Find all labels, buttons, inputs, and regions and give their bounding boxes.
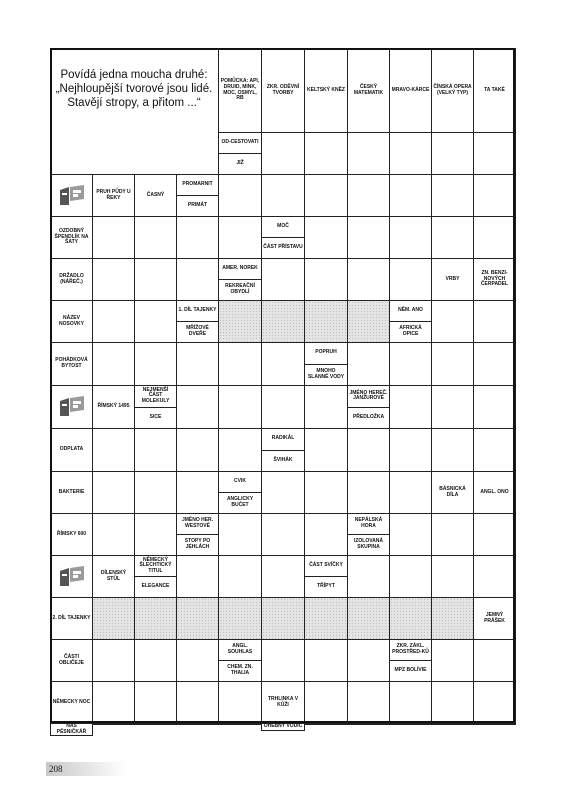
secret-cell[interactable] <box>389 597 432 640</box>
clue-text: NĚM. ANO <box>398 307 423 314</box>
answer-cell[interactable] <box>261 174 305 217</box>
answer-cell[interactable] <box>389 385 432 429</box>
clue-text: NEPÁLSKÁ HORA <box>354 517 383 529</box>
clue-text: OHEBNÝ VODIČ <box>263 724 303 729</box>
answer-cell[interactable] <box>92 216 135 259</box>
answer-cell[interactable] <box>347 174 390 217</box>
clue-text: ANGLICKY BUČET <box>219 492 261 513</box>
answer-cell[interactable] <box>261 471 305 514</box>
answer-cell[interactable] <box>176 555 219 598</box>
secret-cell[interactable] <box>92 597 135 640</box>
answer-cell[interactable] <box>261 513 305 556</box>
clue-text: RADIKÁL <box>271 435 295 442</box>
clue-text: ČÍNSKÁ OPERA (VELKÝ TYP) <box>433 83 472 96</box>
answer-cell[interactable] <box>218 555 262 598</box>
answer-cell[interactable] <box>218 385 262 429</box>
answer-cell[interactable] <box>347 555 390 598</box>
answer-cell[interactable] <box>389 471 432 514</box>
answer-cell[interactable] <box>473 555 516 598</box>
answer-cell[interactable] <box>347 428 390 472</box>
clue-cell <box>50 639 93 682</box>
answer-cell[interactable] <box>431 174 474 217</box>
clue-text: 2. DÍL TAJENKY <box>52 614 91 621</box>
clue-cell <box>50 681 93 724</box>
answer-cell[interactable] <box>304 385 348 429</box>
clue-cell <box>92 385 135 429</box>
clue-text: REKREAČNÍ OBYDLÍ <box>219 279 261 300</box>
answer-cell[interactable] <box>473 513 516 556</box>
clue-cell <box>50 216 93 259</box>
answer-cell[interactable] <box>176 723 219 725</box>
secret-cell[interactable] <box>261 300 305 343</box>
answer-cell[interactable] <box>304 471 348 514</box>
clue-text: BAKTERIE <box>58 488 85 495</box>
clue-cell <box>92 555 135 598</box>
answer-cell[interactable] <box>92 513 135 556</box>
clue-text: MRAVO-KÁRCE <box>391 86 430 93</box>
answer-cell[interactable] <box>176 471 219 514</box>
answer-cell[interactable] <box>134 471 177 514</box>
answer-cell[interactable] <box>92 681 135 724</box>
clue-cell <box>176 513 219 556</box>
answer-cell[interactable] <box>134 723 177 725</box>
clue-cell <box>473 471 516 514</box>
answer-cell[interactable] <box>304 723 348 725</box>
answer-cell[interactable] <box>134 428 177 472</box>
clue-text: JMÉNO HER. WESTOVÉ <box>181 517 214 529</box>
answer-cell[interactable] <box>134 513 177 556</box>
clue-text: CHEM. ZN. THALIA <box>219 660 261 681</box>
clue-text: ČASNÝ <box>146 191 165 198</box>
answer-cell[interactable] <box>431 513 474 556</box>
clue-text: BÁSNICKÁ DÍLA <box>439 485 466 498</box>
clue-text: TA TAKÉ <box>484 86 505 93</box>
clue-text: ELEGANCE <box>135 576 176 597</box>
answer-cell[interactable] <box>92 258 135 301</box>
answer-cell[interactable] <box>134 300 177 343</box>
answer-cell[interactable] <box>347 132 390 175</box>
clue-text: DÍLENSKÝ STŮL <box>100 569 127 582</box>
clue-text: AFRICKÁ OPICE <box>390 321 431 342</box>
puzzle-logo-icon <box>50 555 93 598</box>
secret-cell[interactable] <box>176 597 219 640</box>
clue-text: DRŽADLO (NÁŘEČ.) <box>59 272 84 285</box>
clue-text: MŘÍŽOVÉ DVEŘE <box>177 321 218 342</box>
answer-cell[interactable] <box>176 385 219 429</box>
answer-cell[interactable] <box>261 342 305 386</box>
clue-text: POHÁDKOVÁ BYTOST <box>55 357 88 369</box>
answer-cell[interactable] <box>134 342 177 386</box>
clue-text: MOČ <box>277 223 289 230</box>
answer-cell[interactable] <box>431 723 474 725</box>
answer-cell[interactable] <box>304 174 348 217</box>
clue-cell <box>304 48 348 133</box>
answer-cell[interactable] <box>347 216 390 259</box>
answer-cell[interactable] <box>134 216 177 259</box>
clue-cell <box>50 597 93 640</box>
clue-text: POPRUH <box>315 349 337 356</box>
clue-cell <box>176 300 219 343</box>
clue-cell <box>50 471 93 514</box>
answer-cell[interactable] <box>431 342 474 386</box>
clue-cell <box>261 428 305 472</box>
clue-text: STOPY PO JEHLÁCH <box>177 534 218 555</box>
answer-cell[interactable] <box>92 471 135 514</box>
clue-text: NÁŠ PĚSNIČKÁŘ <box>56 724 87 735</box>
clue-text: ODPLATA <box>59 446 84 453</box>
clue-cell <box>347 48 390 133</box>
clue-text: ZKR. ODĚVNÍ TVORBY <box>266 83 300 96</box>
secret-cell[interactable] <box>431 597 474 640</box>
answer-cell[interactable] <box>92 428 135 472</box>
puzzle-logo-icon <box>50 174 93 217</box>
clue-text: KELTSKÝ KNĚZ <box>307 86 345 93</box>
answer-cell[interactable] <box>261 385 305 429</box>
answer-cell[interactable] <box>218 428 262 472</box>
secret-cell[interactable] <box>347 597 390 640</box>
clue-text: VRBY <box>445 275 460 282</box>
answer-cell[interactable] <box>473 639 516 682</box>
clue-text: ČÁST PŘÍSTAVU <box>262 237 304 258</box>
clue-text: 1. DÍL TAJENKY <box>178 307 217 314</box>
clue-text: ŘÍMSKY 600 <box>56 530 87 537</box>
answer-cell[interactable] <box>473 132 516 175</box>
clue-cell <box>176 174 219 217</box>
clue-text: PRIMÁT <box>177 195 218 216</box>
answer-cell[interactable] <box>347 471 390 514</box>
clue-text: SICE <box>135 407 176 429</box>
secret-cell[interactable] <box>304 300 348 343</box>
clue-text: NĚMECKÝ ŠLECHTICKÝ TITUL <box>139 556 172 574</box>
answer-cell[interactable] <box>304 639 348 682</box>
clue-cell <box>389 639 432 682</box>
answer-cell[interactable] <box>431 428 474 472</box>
clue-cell <box>50 300 93 343</box>
answer-cell[interactable] <box>218 513 262 556</box>
clue-text: ČESKÝ MATEMATIK <box>353 83 384 96</box>
clue-cell <box>92 174 135 217</box>
answer-cell[interactable] <box>389 132 432 175</box>
answer-cell[interactable] <box>431 132 474 175</box>
answer-cell[interactable] <box>389 513 432 556</box>
answer-cell[interactable] <box>389 216 432 259</box>
clue-cell <box>134 385 177 429</box>
secret-cell[interactable] <box>134 597 177 640</box>
answer-cell[interactable] <box>347 342 390 386</box>
clue-cell <box>50 342 93 386</box>
clue-cell <box>431 471 474 514</box>
clue-cell <box>261 723 305 731</box>
page-number: 208 <box>46 762 126 776</box>
clue-cell <box>304 342 348 386</box>
clue-text: ANGL. ONO <box>480 488 509 495</box>
answer-cell[interactable] <box>473 342 516 386</box>
clue-cell <box>218 258 262 301</box>
clue-cell <box>134 555 177 598</box>
clue-text: PŘEDLOŽKA <box>348 407 389 429</box>
clue-text: PRUH PŮDY U ŘEKY <box>96 188 131 201</box>
clue-cell <box>218 639 262 682</box>
clue-text: JEMNÝ PRÁŠEK <box>484 611 505 624</box>
clue-cell <box>134 174 177 217</box>
clue-text: OZDOBNÝ ŠPENDLÍK NA ŠATY <box>54 228 89 246</box>
answer-cell[interactable] <box>347 681 390 724</box>
clue-text: AMER. NOREK <box>222 265 258 272</box>
clue-cell <box>389 300 432 343</box>
clue-cell <box>50 428 93 472</box>
clue-text: POMŮCKA: API, DRUID, MINK, MOC, OSMYL, RB <box>220 78 260 102</box>
clue-text: IZOLOVANÁ SKUPINA <box>348 534 389 555</box>
secret-cell[interactable] <box>304 597 348 640</box>
answer-cell[interactable] <box>261 132 305 175</box>
clue-text: NÁZEV NOSOVKY <box>58 314 84 327</box>
answer-cell[interactable] <box>473 385 516 429</box>
clue-text: MNOHO SLANNÉ VODY <box>305 364 347 386</box>
answer-cell[interactable] <box>304 216 348 259</box>
answer-cell[interactable] <box>134 639 177 682</box>
crossword-grid <box>50 48 515 735</box>
clue-cell <box>473 48 516 133</box>
answer-cell[interactable] <box>304 513 348 556</box>
answer-cell[interactable] <box>304 258 348 301</box>
answer-cell[interactable] <box>347 258 390 301</box>
clue-text: ČÁST SVÍČKY <box>309 562 343 569</box>
answer-cell[interactable] <box>389 258 432 301</box>
clue-text: ČÁSTI OBLIČEJE <box>58 653 84 666</box>
answer-cell[interactable] <box>261 258 305 301</box>
answer-cell[interactable] <box>304 132 348 175</box>
clue-text: OD-CESTOVATI <box>221 139 259 146</box>
secret-cell[interactable] <box>261 597 305 640</box>
clue-cell <box>218 132 262 175</box>
answer-cell[interactable] <box>134 258 177 301</box>
clue-cell <box>261 681 305 724</box>
clue-text: NEJMENŠÍ ČÁST MOLEKULY <box>141 386 170 405</box>
clue-cell <box>304 555 348 598</box>
answer-cell[interactable] <box>389 342 432 386</box>
clue-cell <box>473 597 516 640</box>
clue-cell <box>431 48 474 133</box>
answer-cell[interactable] <box>431 216 474 259</box>
answer-cell[interactable] <box>218 342 262 386</box>
clue-text: PROMARNIT <box>182 181 213 188</box>
answer-cell[interactable] <box>473 428 516 472</box>
clue-text: TRHLINKA V KŮŽI <box>267 695 299 708</box>
answer-cell[interactable] <box>473 174 516 217</box>
answer-cell[interactable] <box>304 681 348 724</box>
answer-cell[interactable] <box>218 174 262 217</box>
answer-cell[interactable] <box>176 216 219 259</box>
answer-cell[interactable] <box>431 639 474 682</box>
secret-cell[interactable] <box>218 597 262 640</box>
clue-text: JMÉNO HEREČ. JANŽUROVÉ <box>349 389 388 402</box>
clue-cell <box>347 513 390 556</box>
answer-cell[interactable] <box>431 300 474 343</box>
answer-cell[interactable] <box>176 681 219 724</box>
secret-cell[interactable] <box>347 300 390 343</box>
answer-cell[interactable] <box>92 639 135 682</box>
clue-text: NĚMECKY NOC <box>52 698 91 705</box>
answer-cell[interactable] <box>176 258 219 301</box>
clue-text: ŠVIHÁK <box>262 450 304 472</box>
clue-cell <box>50 258 93 301</box>
clue-cell <box>50 513 93 556</box>
answer-cell[interactable] <box>473 723 516 725</box>
clue-text: ZN. BENZI-NOVÝCH ČERPADEL <box>480 270 509 288</box>
clue-cell <box>218 471 262 514</box>
clue-text: ZKR. ZÁKL. PROSTŘED-KŮ <box>392 643 429 655</box>
answer-cell[interactable] <box>261 555 305 598</box>
secret-cell[interactable] <box>218 300 262 343</box>
answer-cell[interactable] <box>92 723 135 725</box>
puzzle-logo-icon <box>50 385 93 429</box>
clue-text: ANGL. SOUHLAS <box>227 643 253 655</box>
answer-cell[interactable] <box>473 216 516 259</box>
clue-cell <box>218 48 262 133</box>
clue-cell <box>473 258 516 301</box>
answer-cell[interactable] <box>347 639 390 682</box>
answer-cell[interactable] <box>218 723 262 725</box>
clue-text: JIŽ <box>219 153 261 174</box>
answer-cell[interactable] <box>218 216 262 259</box>
answer-cell[interactable] <box>176 342 219 386</box>
answer-cell[interactable] <box>176 639 219 682</box>
answer-cell[interactable] <box>218 681 262 724</box>
answer-cell[interactable] <box>389 555 432 598</box>
answer-cell[interactable] <box>92 300 135 343</box>
clue-text: ŘÍMSKÝ 1495 <box>97 403 130 410</box>
clue-cell <box>431 258 474 301</box>
clue-cell <box>261 216 305 259</box>
answer-cell[interactable] <box>261 639 305 682</box>
answer-cell[interactable] <box>304 428 348 472</box>
clue-cell <box>347 385 390 429</box>
clue-text: MPZ BOLÍVIE <box>390 660 431 681</box>
clue-cell <box>261 48 305 133</box>
answer-cell[interactable] <box>134 681 177 724</box>
answer-cell[interactable] <box>92 342 135 386</box>
answer-cell[interactable] <box>431 681 474 724</box>
answer-cell[interactable] <box>389 428 432 472</box>
intro-text: Povídá jedna moucha druhé: „Nejhloupější tvorové jsou lidé. Stavějí stropy, a přitom ...“ <box>55 69 213 109</box>
clue-cell <box>50 723 93 736</box>
answer-cell[interactable] <box>347 723 390 725</box>
answer-cell[interactable] <box>431 555 474 598</box>
answer-cell[interactable] <box>473 300 516 343</box>
answer-cell[interactable] <box>431 385 474 429</box>
clue-text: CVIK <box>234 478 246 485</box>
answer-cell[interactable] <box>389 174 432 217</box>
clue-cell <box>389 48 432 133</box>
answer-cell[interactable] <box>176 428 219 472</box>
answer-cell[interactable] <box>389 723 432 725</box>
answer-cell[interactable] <box>473 681 516 724</box>
answer-cell[interactable] <box>389 681 432 724</box>
clue-text: TŘÍPYT <box>305 576 347 597</box>
